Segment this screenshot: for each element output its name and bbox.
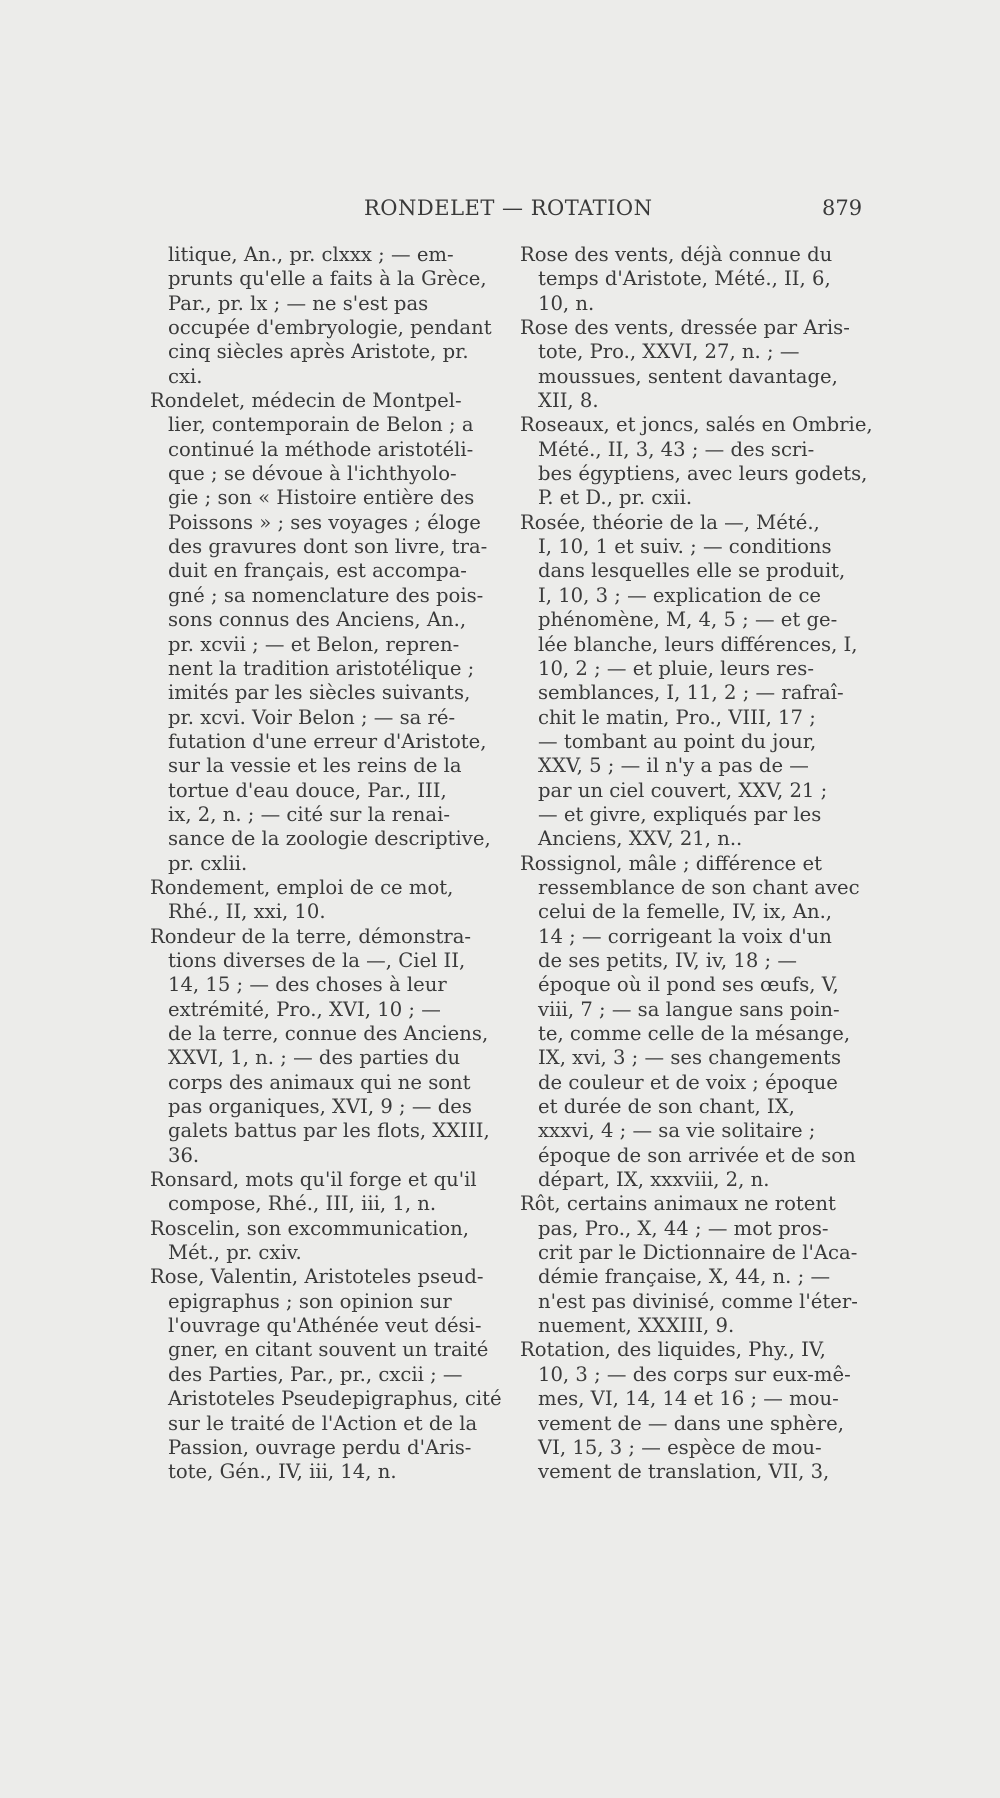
entry-line: gner, en citant souvent un traité [168,1338,489,1362]
entry-line: cxi. [168,364,203,388]
entry-line: continué la méthode aristotéli- [168,437,474,461]
entry-line: crit par le Dictionnaire de l'Aca- [538,1241,858,1265]
entry-line: par un ciel couvert, XXV, 21 ; [538,778,828,802]
entry-line: — tombant au point du jour, [538,729,817,753]
entry-line: dans lesquelles elle se produit, [538,559,846,583]
entry-line: époque de son arrivée et de son [538,1143,856,1167]
entry-line: P. et D., pr. cxii. [538,486,693,510]
entry-headword-line: Rotation, des liquides, Phy., IV, [520,1338,826,1362]
running-title: RONDELET — ROTATION [364,196,653,220]
entry-line: Aristoteles Pseudepigraphus, cité [168,1387,502,1411]
entry-headword-line: Rossignol, mâle ; différence et [520,851,822,875]
entry-line: XXVI, 1, n. ; — des parties du [168,1046,461,1070]
entry-line: sance de la zoologie descriptive, [168,827,491,851]
entry-line: prunts qu'elle a faits à la Grèce, [168,267,487,291]
entry-line: corps des animaux qui ne sont [168,1070,471,1094]
entry-line: 36. [168,1143,200,1167]
entry-line: — et givre, expliqués par les [538,802,822,826]
entry-line: celui de la femelle, IV, ix, An., [538,900,833,924]
entry-line: époque où il pond ses œufs, V, [538,973,839,997]
entry-line: pr. xcvii ; — et Belon, repren- [168,632,460,656]
entry-line: Rhé., II, xxi, 10. [168,900,326,924]
entry-line: sons connus des Anciens, An., [168,608,467,632]
entry-line: Par., pr. lx ; — ne s'est pas [168,291,429,315]
right-column [520,243,873,1485]
entry-line: phénomène, M, 4, 5 ; — et ge- [538,608,838,632]
entry-line: XII, 8. [538,389,599,413]
entry-line: 14, 15 ; — des choses à leur [168,973,447,997]
entry-line: pr. cxlii. [168,851,248,875]
entry-line: epigraphus ; son opinion sur [168,1289,452,1313]
entry-line: tote, Pro., XXVI, 27, n. ; — [538,340,800,364]
entry-headword-line: Rondelet, médecin de Montpel- [150,389,462,413]
entry-headword-line: Rondement, emploi de ce mot, [150,875,454,899]
entry-line: Mét., pr. cxiv. [168,1241,302,1265]
entry-line: temps d'Aristote, Mété., II, 6, [538,267,831,291]
entry-line: IX, xvi, 3 ; — ses changements [538,1046,842,1070]
entry-headword-line: Roseaux, et joncs, salés en Ombrie, [520,413,873,437]
entry-line: tortue d'eau douce, Par., III, [168,778,447,802]
entry-line: ressemblance de son chant avec [538,875,860,899]
entry-line: de couleur et de voix ; époque [538,1070,838,1094]
entry-line: que ; se dévoue à l'ichthyolo- [168,462,457,486]
entry-line: cinq siècles après Aristote, pr. [168,340,469,364]
entry-line: xxxvi, 4 ; — sa vie solitaire ; [538,1119,816,1143]
entry-line: pas organiques, XVI, 9 ; — des [168,1095,472,1119]
entry-line: extrémité, Pro., XVI, 10 ; — [168,997,441,1021]
entry-line: galets battus par les flots, XXIII, [168,1119,490,1143]
entry-line: semblances, I, 11, 2 ; — rafraî- [538,681,844,705]
entry-line: XXV, 5 ; — il n'y a pas de — [538,754,809,778]
running-head [0,196,1000,230]
entry-line: 14 ; — corrigeant la voix d'un [538,924,832,948]
entry-line: l'ouvrage qu'Athénée veut dési- [168,1314,482,1338]
entry-line: de ses petits, IV, iv, 18 ; — [538,948,797,972]
entry-line: des Parties, Par., pr., cxcii ; — [168,1362,463,1386]
entry-line: sur la vessie et les reins de la [168,754,462,778]
entry-line: Passion, ouvrage perdu d'Aris- [168,1435,472,1459]
entry-line: gné ; sa nomenclature des pois- [168,583,484,607]
entry-line: vement de translation, VII, 3, [538,1460,830,1484]
entry-line: chit le matin, Pro., VIII, 17 ; [538,705,816,729]
entry-line: I, 10, 1 et suiv. ; — conditions [538,535,832,559]
entry-line: et durée de son chant, IX, [538,1095,795,1119]
entry-headword-line: Rose, Valentin, Aristoteles pseud- [150,1265,484,1289]
entry-line: occupée d'embryologie, pendant [168,316,492,340]
entry-line: te, comme celle de la mésange, [538,1022,851,1045]
entry-line: départ, IX, xxxviii, 2, n. [538,1168,770,1192]
entry-headword-line: Rôt, certains animaux ne rotent [520,1192,836,1216]
entry-line: pr. xcvi. Voir Belon ; — sa ré- [168,705,456,729]
entry-line: sur le traité de l'Action et de la [168,1411,478,1435]
entry-line: nent la tradition aristotélique ; [168,656,475,680]
entry-line: VI, 15, 3 ; — espèce de mou- [538,1435,822,1459]
entry-line: 10, n. [538,291,595,315]
entry-line: viii, 7 ; — sa langue sans poin- [538,997,840,1021]
entry-line: de la terre, connue des Anciens, [168,1022,489,1045]
entry-line: I, 10, 3 ; — explication de ce [538,583,822,607]
entry-line: ix, 2, n. ; — cité sur la renai- [168,802,450,826]
entry-headword-line: Roscelin, son excommunication, [150,1216,470,1240]
entry-line: duit en français, est accompa- [168,559,467,583]
entry-line: compose, Rhé., III, iii, 1, n. [168,1192,437,1216]
entry-line: 10, 2 ; — et pluie, leurs res- [538,656,814,680]
entry-line: Poissons » ; ses voyages ; éloge [168,510,481,534]
entry-line: moussues, sentent davantage, [538,364,838,388]
entry-headword-line: Rosée, théorie de la —, Mété., [520,510,820,534]
entry-line: tions diverses de la —, Ciel II, [168,948,466,972]
entry-headword-line: Rondeur de la terre, démonstra- [150,924,472,948]
entry-line: gie ; son « Histoire entière des [168,486,475,510]
entry-line: n'est pas divinisé, comme l'éter- [538,1289,858,1313]
entry-line: 10, 3 ; — des corps sur eux-mê- [538,1362,851,1386]
entry-line: Mété., II, 3, 43 ; — des scri- [538,437,815,461]
entry-line: bes égyptiens, avec leurs godets, [538,462,868,486]
entry-line: vement de — dans une sphère, [538,1411,844,1435]
entry-headword-line: Rose des vents, déjà connue du [520,243,833,266]
entry-line: mes, VI, 14, 14 et 16 ; — mou- [538,1387,839,1411]
entry-headword-line: Ronsard, mots qu'il forge et qu'il [150,1168,477,1192]
entry-headword-line: Rose des vents, dressée par Aris- [520,316,850,340]
entry-line: tote, Gén., IV, iii, 14, n. [168,1460,397,1484]
entry-line: démie française, X, 44, n. ; — [538,1265,831,1289]
entry-line: nuement, XXXIII, 9. [538,1314,735,1338]
entry-line: des gravures dont son livre, tra- [168,535,488,559]
entry-line: pas, Pro., X, 44 ; — mot pros- [538,1216,829,1240]
page-number: 879 [822,196,863,220]
entry-line: imités par les siècles suivants, [168,681,471,705]
entry-line: lier, contemporain de Belon ; a [168,413,474,437]
left-column [150,243,502,1485]
entry-line: Anciens, XXV, 21, n.. [538,827,743,851]
entry-line: futation d'une erreur d'Aristote, [168,729,487,753]
entry-line: litique, An., pr. clxxx ; — em- [168,243,454,266]
entry-line: lée blanche, leurs différences, I, [538,632,858,656]
